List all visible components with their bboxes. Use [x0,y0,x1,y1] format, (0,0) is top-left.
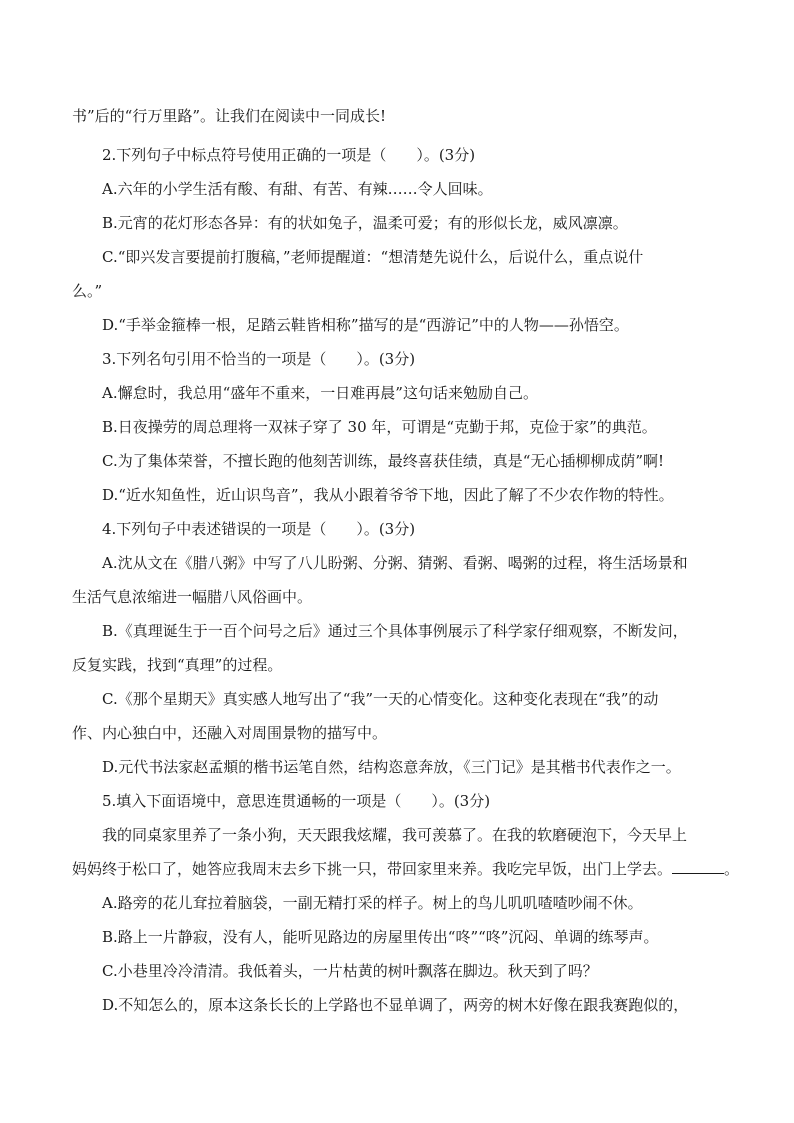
question-4-option-c: C.《那个星期天》真实感人地写出了“我”一天的心情变化。这种变化表现在“我”的动 [102,690,659,708]
question-2-option-a: A.六年的小学生活有酸、有甜、有苦、有辣……令人回味。 [102,180,493,198]
question-3-stem: 3.下列名句引用不恰当的一项是（ ）。(3分) [102,350,416,368]
question-2-option-b: B.元宵的花灯形态各异：有的状如兔子，温柔可爱；有的形似长龙，威风凛凛。 [102,214,628,232]
question-5-option-d: D.不知怎么的，原本这条长长的上学路也不显单调了，两旁的树木好像在跟我赛跑似的， [102,996,689,1014]
question-3-option-d: D.“近水知鱼性，近山识鸟音”，我从小跟着爷爷下地，因此了解了不少农作物的特性。 [102,486,674,504]
question-3-option-c: C.为了集体荣誉，不擅长跑的他刻苦训练，最终喜获佳绩，真是“无心插柳柳成荫”啊! [102,452,665,470]
question-4-option-a: A.沈从文在《腊八粥》中写了八儿盼粥、分粥、猜粥、看粥、喝粥的过程，将生活场景和 [102,554,688,572]
question-3-option-a: A.懈怠时，我总用“盛年不重来，一日难再晨”这句话来勉励自己。 [102,384,538,402]
question-4-option-b-cont: 反复实践，找到“真理”的过程。 [72,656,283,674]
question-4-option-a-cont: 生活气息浓缩进一幅腊八风俗画中。 [72,588,313,606]
question-5-option-a: A.路旁的花儿耷拉着脑袋，一副无精打采的样子。树上的鸟儿叽叽喳喳吵闹不休。 [102,894,643,912]
question-5-context-text: 妈妈终于松口了，她答应我周末去乡下挑一只，带回家里来养。我吃完早饭，出门上学去。 [72,860,673,878]
question-2-option-c-cont: 么。” [72,282,103,300]
question-2-option-c: C.“即兴发言要提前打腹稿，”老师提醒道：“想清楚先说什么，后说什么，重点说什 [102,248,644,266]
question-5-context-end: 。 [724,860,740,878]
passage-continuation: 书”后的“行万里路”。让我们在阅读中一同成长! [72,107,387,125]
question-5-context: 我的同桌家里养了一条小狗，天天跟我炫耀，我可羡慕了。在我的软磨硬泡下，今天早上 [102,826,688,844]
answer-blank[interactable] [672,858,724,874]
question-4-option-d: D.元代书法家赵孟頫的楷书运笔自然，结构恣意奔放，《三门记》是其楷书代表作之一。 [102,758,681,776]
question-5-context-cont [72,852,740,886]
question-4-option-b: B.《真理诞生于一百个问号之后》通过三个具体事例展示了科学家仔细观察，不断发问， [102,622,688,640]
question-4-option-c-cont: 作、内心独白中，还融入对周围景物的描写中。 [72,724,388,742]
question-2-stem: 2.下列句子中标点符号使用正确的一项是（ ）。(3分) [102,146,476,164]
question-4-stem: 4.下列句子中表述错误的一项是（ ）。(3分) [102,520,416,538]
question-3-option-b: B.日夜操劳的周总理将一双袜子穿了 30 年，可谓是“克勤于邦，克俭于家”的典范。 [102,418,657,436]
question-5-option-c: C.小巷里冷冷清清。我低着头，一片枯黄的树叶飘落在脚边。秋天到了吗？ [102,962,598,980]
question-5-stem: 5.填入下面语境中，意思连贯通畅的一项是（ ）。(3分) [102,792,491,810]
question-5-option-b: B.路上一片静寂，没有人，能听见路边的房屋里传出“咚”“咚”沉闷、单调的练琴声。 [102,928,659,946]
question-2-option-d: D.“手举金箍棒一根，足踏云鞋皆相称”描写的是“西游记”中的人物——孙悟空。 [102,316,629,334]
